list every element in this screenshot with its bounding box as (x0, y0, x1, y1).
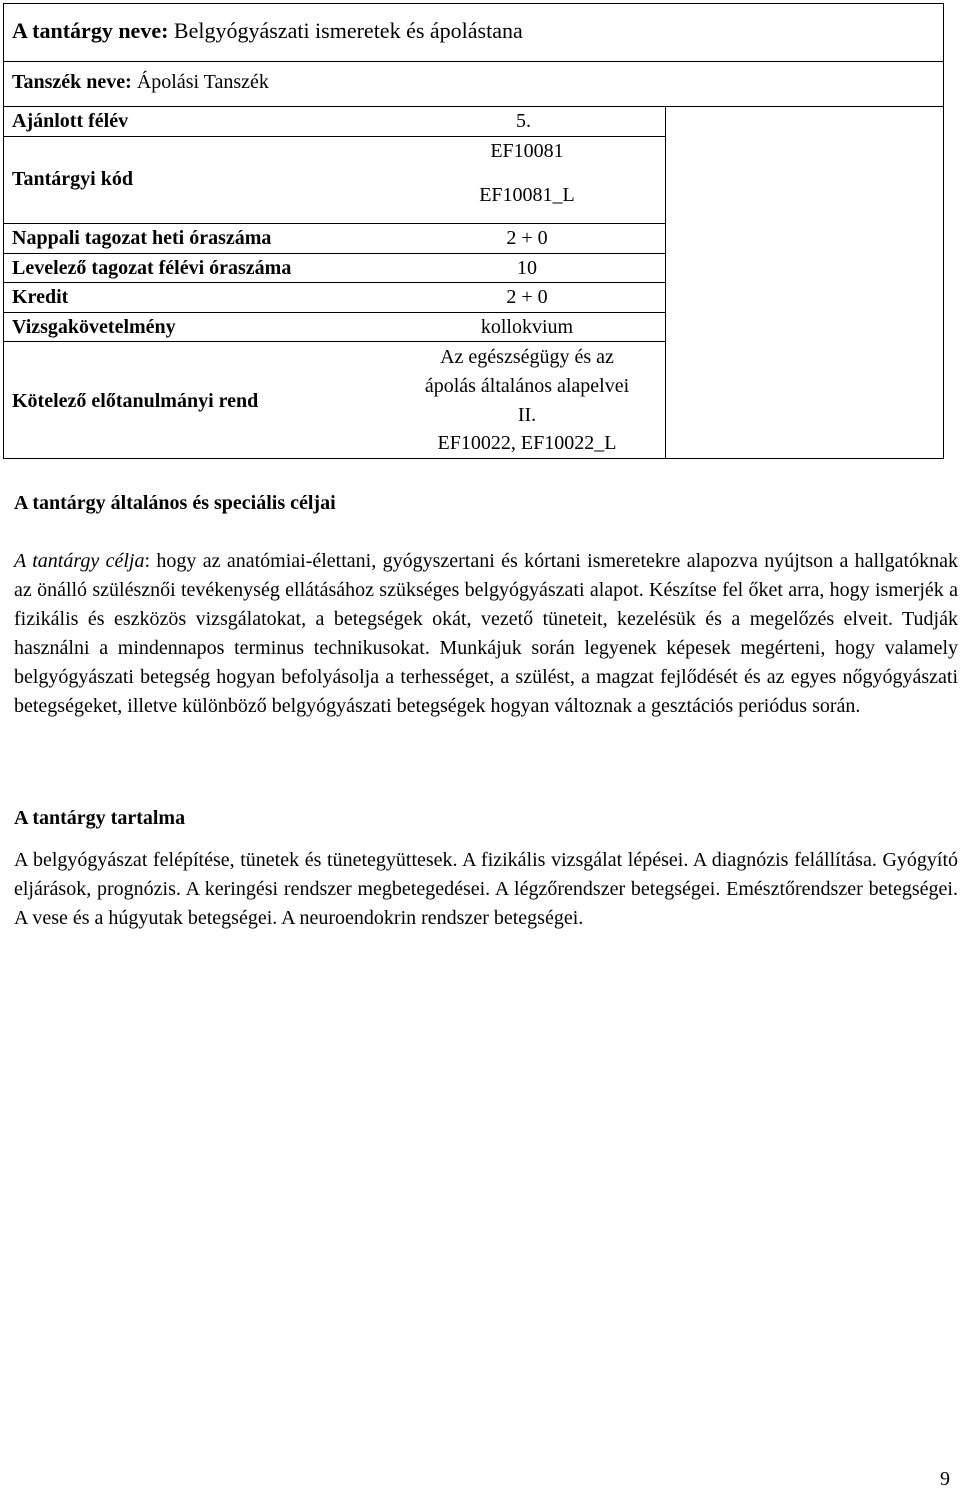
course-code-value-1: EF10081 (490, 140, 564, 162)
prerequisite-value-3: II. (517, 404, 537, 426)
course-code-label: Tantárgyi kód (12, 168, 133, 190)
correspondence-hours-value: 10 (517, 257, 537, 279)
credit-value: 2 + 0 (506, 286, 548, 308)
page-number: 9 (940, 1468, 950, 1490)
prerequisite-value-4: EF10022, EF10022_L (437, 432, 617, 454)
department-row (12, 71, 269, 94)
semester-value: 5. (516, 110, 531, 132)
fulltime-hours-label: Nappali tagozat heti óraszáma (12, 227, 272, 249)
goals-intro: A tantárgy célja (14, 550, 145, 572)
course-code-value-2: EF10081_L (479, 184, 575, 206)
goals-text: : hogy az anatómiai-élettani, gyógyszertani és kórtani ismeretekre alapozva nyújtson a hallgatóknak az önálló szülésznői tevékenység ellátásához szükséges belgyógyászati alapot. Készítse fel őket arra, hogy ismerjék a fizikális és eszközös vizsgálatokat, a betegségek okát, vezető tüneteit, kezelésük és a megelőzés elveit. Tudják használni a mindennapos terminus technikusokat. Munkájuk során legyenek képesek megérteni, hogy valamely belgyógyászati betegség hogyan befolyásolja a terhességet, a szülést, a magzat fejlődését és az egyes nőgyógyászati betegségeket, illetve különböző belgyógyászati betegségek hogyan változnak a gesztációs periódus során. (14, 550, 958, 717)
exam-requirement-value: kollokvium (480, 316, 574, 338)
correspondence-hours-label: Levelező tagozat félévi óraszáma (12, 257, 292, 279)
credit-label: Kredit (12, 286, 69, 308)
prerequisite-label: Kötelező előtanulmányi rend (12, 390, 259, 412)
fulltime-hours-value: 2 + 0 (506, 227, 548, 249)
subject-title-label: A tantárgy neve: (12, 18, 169, 43)
exam-requirement-label: Vizsgakövetelmény (12, 316, 176, 338)
prerequisite-value-2: ápolás általános alapelvei (424, 375, 630, 397)
content-heading: A tantárgy tartalma (14, 807, 186, 829)
department-value: Ápolási Tanszék (136, 71, 269, 93)
content-paragraph: A belgyógyászat felépítése, tünetek és tünetegyüttesek. A fizikális vizsgálat lépései. A diagnózis felállítása. Gyógyító eljárások, prognózis. A keringési rendszer megbetegedései. A légzőrendszer betegségei. Emésztőrendszer betegségei. A vese és a húgyutak betegségei. A neuroendokrin rendszer betegségei. (14, 849, 958, 929)
prerequisite-value-1: Az egészségügy és az (440, 346, 614, 368)
goals-heading: A tantárgy általános és speciális céljai (14, 492, 336, 514)
goals-paragraph (14, 547, 958, 721)
subject-title (12, 18, 523, 44)
subject-title-name: Belgyógyászati ismeretek és ápolástana (173, 18, 523, 43)
semester-label: Ajánlott félév (12, 110, 129, 132)
department-label: Tanszék neve: (12, 71, 132, 93)
